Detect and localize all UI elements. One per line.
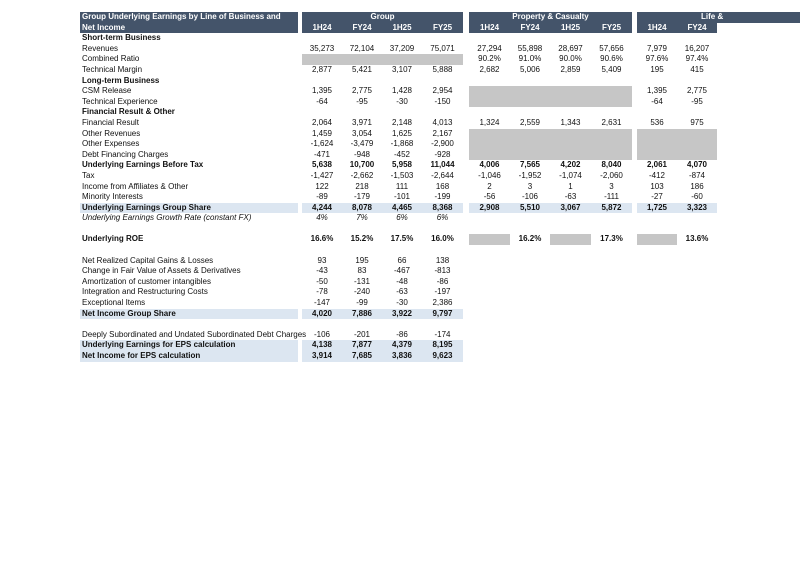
data-cell bbox=[469, 76, 510, 87]
data-cell: -89 bbox=[316, 192, 328, 202]
data-cell: 2,859 bbox=[560, 64, 581, 74]
data-cell: 3,323 bbox=[677, 203, 717, 214]
data-cell: 4,006 bbox=[479, 160, 500, 170]
data-cell: 75,071 bbox=[430, 43, 455, 53]
data-cell bbox=[302, 107, 342, 118]
row-label: Long-term Business bbox=[82, 75, 160, 85]
data-cell: -86 bbox=[396, 329, 408, 339]
data-cell: -201 bbox=[353, 329, 370, 339]
data-cell: 5,958 bbox=[391, 160, 413, 170]
data-cell bbox=[591, 129, 632, 140]
col-header: 1H25 bbox=[550, 23, 591, 34]
data-cell: 9,623 bbox=[422, 351, 463, 362]
row-label: Net Realized Capital Gains & Losses bbox=[82, 255, 214, 265]
data-cell: -95 bbox=[691, 96, 703, 106]
row-label: Net Income for EPS calculation bbox=[80, 351, 298, 362]
data-cell bbox=[591, 150, 632, 161]
data-cell: 4,465 bbox=[382, 203, 422, 214]
data-cell: -63 bbox=[564, 192, 577, 202]
sheet-title-line2: Net Income bbox=[80, 23, 298, 34]
col-header: FY24 bbox=[510, 23, 550, 34]
data-cell: 3 bbox=[527, 181, 533, 191]
data-cell: 16.2% bbox=[518, 234, 542, 244]
data-cell: 17.5% bbox=[390, 234, 414, 244]
data-cell bbox=[510, 76, 550, 87]
data-cell: -2,644 bbox=[431, 170, 454, 180]
data-cell: 2,877 bbox=[311, 64, 333, 74]
row-label: Tax bbox=[82, 170, 95, 180]
data-cell: 4% bbox=[316, 213, 328, 223]
col-header: FY24 bbox=[677, 23, 717, 34]
row-label: Net Income Group Share bbox=[80, 309, 298, 320]
data-cell bbox=[469, 234, 510, 245]
data-cell bbox=[469, 150, 510, 161]
data-cell bbox=[469, 139, 510, 150]
data-cell: 4,138 bbox=[302, 340, 342, 351]
data-cell bbox=[342, 76, 382, 87]
data-cell: -2,900 bbox=[431, 139, 454, 149]
row-label: Amortization of customer intangibles bbox=[82, 276, 211, 286]
data-cell: 4,013 bbox=[432, 117, 453, 127]
data-cell: 8,195 bbox=[422, 340, 463, 351]
data-cell: 90.2% bbox=[478, 54, 501, 64]
data-cell bbox=[637, 213, 677, 224]
data-cell: -106 bbox=[313, 329, 330, 339]
data-cell bbox=[342, 107, 382, 118]
data-cell: -95 bbox=[356, 96, 368, 106]
data-cell: 91.0% bbox=[518, 54, 542, 64]
row-label: Debt Financing Charges bbox=[82, 149, 169, 159]
data-cell bbox=[677, 150, 717, 161]
data-cell: -174 bbox=[434, 329, 451, 339]
data-cell: 15.2% bbox=[350, 234, 374, 244]
data-cell: 93 bbox=[317, 255, 327, 265]
data-cell: -1,503 bbox=[390, 170, 414, 180]
data-cell: 11,044 bbox=[430, 160, 455, 170]
col-header: 1H24 bbox=[637, 23, 677, 34]
data-cell: 2,775 bbox=[686, 86, 708, 96]
data-cell: 4,379 bbox=[382, 340, 422, 351]
data-cell: -30 bbox=[396, 96, 408, 106]
row-label: Technical Margin bbox=[82, 64, 143, 74]
data-cell: -452 bbox=[393, 149, 410, 159]
data-cell: 2,559 bbox=[519, 117, 541, 127]
data-cell: 2,386 bbox=[432, 298, 453, 308]
data-cell: 195 bbox=[650, 64, 664, 74]
data-cell: -101 bbox=[393, 192, 410, 202]
data-cell: 13.6% bbox=[685, 234, 709, 244]
data-cell bbox=[637, 234, 677, 245]
data-cell bbox=[591, 86, 632, 97]
data-cell bbox=[302, 76, 342, 87]
data-cell bbox=[510, 33, 550, 44]
data-cell: 6% bbox=[436, 213, 449, 223]
row-label: Short-term Business bbox=[82, 33, 161, 43]
data-cell: -50 bbox=[316, 276, 328, 286]
data-cell: 1,428 bbox=[391, 86, 413, 96]
group-header-pc: Property & Casualty bbox=[469, 12, 632, 23]
data-cell: -3,479 bbox=[350, 139, 374, 149]
col-header: FY24 bbox=[342, 23, 382, 34]
data-cell: 4,244 bbox=[302, 203, 342, 214]
row-label: Underlying Earnings for EPS calculation bbox=[80, 340, 298, 351]
data-cell: -56 bbox=[483, 192, 496, 202]
data-cell: 5,421 bbox=[351, 64, 373, 74]
data-cell bbox=[591, 139, 632, 150]
data-cell: 218 bbox=[355, 181, 369, 191]
data-cell: 66 bbox=[397, 255, 407, 265]
data-cell: -48 bbox=[396, 276, 408, 286]
row-label: Income from Affiliates & Other bbox=[82, 181, 189, 191]
data-cell bbox=[469, 97, 510, 108]
data-cell bbox=[382, 76, 422, 87]
row-label: Deeply Subordinated and Undated Subordinated Debt Charges bbox=[82, 329, 307, 339]
data-cell: -467 bbox=[393, 266, 410, 276]
data-cell: -2,662 bbox=[350, 170, 374, 180]
data-cell: -1,624 bbox=[310, 139, 334, 149]
data-cell: 1,625 bbox=[391, 128, 413, 138]
data-cell: 55,898 bbox=[517, 43, 543, 53]
data-cell bbox=[510, 139, 550, 150]
data-cell bbox=[422, 54, 463, 65]
data-cell: -1,952 bbox=[518, 170, 542, 180]
data-cell: 72,104 bbox=[349, 43, 375, 53]
data-cell bbox=[550, 213, 591, 224]
data-cell bbox=[550, 150, 591, 161]
data-cell: 7,565 bbox=[519, 160, 541, 170]
data-cell bbox=[591, 97, 632, 108]
data-cell: 5,409 bbox=[601, 64, 622, 74]
row-label: Underlying Earnings Before Tax bbox=[82, 160, 204, 170]
data-cell bbox=[469, 33, 510, 44]
data-cell: 4,020 bbox=[302, 309, 342, 320]
row-label: Minority Interests bbox=[82, 192, 143, 202]
data-cell: 83 bbox=[357, 266, 367, 276]
row-label: Integration and Restructuring Costs bbox=[82, 287, 208, 297]
col-header: 1H25 bbox=[382, 23, 422, 34]
data-cell: -27 bbox=[651, 192, 663, 202]
data-cell bbox=[382, 107, 422, 118]
data-cell bbox=[550, 129, 591, 140]
data-cell bbox=[342, 33, 382, 44]
data-cell bbox=[591, 33, 632, 44]
data-cell: 90.6% bbox=[600, 54, 623, 64]
row-label: Exceptional Items bbox=[82, 298, 146, 308]
data-cell: 138 bbox=[435, 255, 450, 265]
data-cell: -64 bbox=[316, 96, 328, 106]
data-cell bbox=[302, 33, 342, 44]
data-cell bbox=[510, 107, 550, 118]
row-label: CSM Release bbox=[82, 86, 132, 96]
data-cell bbox=[469, 213, 510, 224]
data-cell: 1,725 bbox=[637, 203, 677, 214]
data-cell: 1,343 bbox=[560, 117, 581, 127]
row-label: Change in Fair Value of Assets & Derivatives bbox=[82, 266, 241, 276]
data-cell: 2,631 bbox=[601, 117, 622, 127]
data-cell: -147 bbox=[313, 298, 330, 308]
data-cell: 35,273 bbox=[309, 43, 335, 53]
data-cell: -199 bbox=[434, 192, 451, 202]
data-cell: 8,040 bbox=[601, 160, 622, 170]
data-cell: 536 bbox=[650, 117, 664, 127]
data-cell bbox=[382, 33, 422, 44]
data-cell bbox=[510, 97, 550, 108]
data-cell: -813 bbox=[434, 266, 451, 276]
data-cell: 7,886 bbox=[342, 309, 382, 320]
data-cell bbox=[637, 33, 677, 44]
data-cell bbox=[422, 76, 463, 87]
data-cell: 975 bbox=[690, 117, 704, 127]
data-cell bbox=[677, 129, 717, 140]
data-cell bbox=[677, 33, 717, 44]
data-cell bbox=[510, 150, 550, 161]
data-cell: 9,797 bbox=[422, 309, 463, 320]
data-cell bbox=[510, 86, 550, 97]
data-cell: 186 bbox=[690, 181, 704, 191]
data-cell: 5,006 bbox=[519, 64, 541, 74]
data-cell: 2,775 bbox=[351, 86, 373, 96]
data-cell bbox=[591, 213, 632, 224]
col-header: FY25 bbox=[422, 23, 463, 34]
data-cell: -2,060 bbox=[600, 170, 623, 180]
data-cell bbox=[510, 213, 550, 224]
row-label: Financial Result & Other bbox=[82, 107, 175, 117]
data-cell: -111 bbox=[604, 192, 619, 202]
data-cell: 2,682 bbox=[479, 64, 500, 74]
data-cell: -99 bbox=[356, 298, 368, 308]
data-cell: 3,836 bbox=[382, 351, 422, 362]
data-cell: 3 bbox=[609, 181, 614, 191]
data-cell bbox=[382, 54, 422, 65]
data-cell: 415 bbox=[690, 64, 704, 74]
data-cell bbox=[677, 76, 717, 87]
data-cell bbox=[677, 213, 717, 224]
data-cell bbox=[550, 33, 591, 44]
data-cell bbox=[342, 54, 382, 65]
data-cell: 168 bbox=[435, 181, 450, 191]
data-cell: 97.4% bbox=[685, 54, 709, 64]
row-label: Revenues bbox=[82, 43, 119, 53]
sheet-title-line1: Group Underlying Earnings by Line of Business and bbox=[80, 12, 298, 23]
data-cell: 16,207 bbox=[684, 43, 710, 53]
data-cell: 3,067 bbox=[550, 203, 591, 214]
data-cell: 5,510 bbox=[510, 203, 550, 214]
col-header: FY25 bbox=[591, 23, 632, 34]
data-cell bbox=[469, 129, 510, 140]
data-cell: 2,061 bbox=[646, 160, 668, 170]
data-cell: 195 bbox=[355, 255, 369, 265]
data-cell: 2,148 bbox=[391, 117, 413, 127]
col-header: 1H24 bbox=[302, 23, 342, 34]
data-cell bbox=[302, 54, 342, 65]
data-cell bbox=[550, 107, 591, 118]
data-cell bbox=[469, 107, 510, 118]
data-cell: 111 bbox=[395, 181, 409, 191]
data-cell bbox=[677, 139, 717, 150]
data-cell: -60 bbox=[691, 192, 703, 202]
data-cell: -874 bbox=[688, 170, 705, 180]
row-label: Other Expenses bbox=[82, 139, 140, 149]
data-cell: 7,685 bbox=[342, 351, 382, 362]
data-cell: -1,074 bbox=[559, 170, 582, 180]
row-label: Underlying ROE bbox=[82, 234, 144, 244]
data-cell: 3,107 bbox=[391, 64, 413, 74]
data-cell: -78 bbox=[316, 287, 328, 297]
data-cell bbox=[677, 107, 717, 118]
data-cell: -30 bbox=[396, 298, 408, 308]
data-cell: 17.3% bbox=[600, 234, 623, 244]
data-cell: -179 bbox=[353, 192, 370, 202]
data-cell: 37,209 bbox=[389, 43, 415, 53]
data-cell: 3,054 bbox=[351, 128, 373, 138]
data-cell bbox=[422, 107, 463, 118]
data-cell: 5,888 bbox=[432, 64, 453, 74]
data-cell: 28,697 bbox=[558, 43, 583, 53]
data-cell: 7,979 bbox=[646, 43, 668, 53]
data-cell: 7% bbox=[356, 213, 368, 223]
data-cell bbox=[637, 129, 677, 140]
data-cell bbox=[591, 76, 632, 87]
data-cell bbox=[510, 129, 550, 140]
data-cell bbox=[637, 107, 677, 118]
group-header-life: Life & bbox=[637, 12, 800, 23]
group-header-group: Group bbox=[302, 12, 463, 23]
data-cell bbox=[422, 33, 463, 44]
data-cell: 122 bbox=[315, 181, 329, 191]
data-cell: 1,395 bbox=[646, 86, 668, 96]
data-cell: 8,078 bbox=[342, 203, 382, 214]
data-cell: 5,872 bbox=[591, 203, 632, 214]
data-cell: 1,459 bbox=[311, 128, 333, 138]
data-cell: -412 bbox=[648, 170, 665, 180]
data-cell: -240 bbox=[353, 287, 370, 297]
data-cell: -150 bbox=[434, 96, 451, 106]
data-cell: -131 bbox=[353, 276, 370, 286]
data-cell: 103 bbox=[650, 181, 664, 191]
data-cell: -86 bbox=[436, 276, 449, 286]
data-cell: 4,070 bbox=[686, 160, 708, 170]
data-cell: 27,294 bbox=[477, 43, 502, 53]
data-cell bbox=[637, 150, 677, 161]
row-label: Technical Experience bbox=[82, 96, 158, 106]
data-cell: 3,914 bbox=[302, 351, 342, 362]
data-cell bbox=[637, 139, 677, 150]
data-cell: -1,046 bbox=[478, 170, 501, 180]
data-cell: 7,877 bbox=[342, 340, 382, 351]
data-cell: -471 bbox=[313, 149, 330, 159]
data-cell: 2,908 bbox=[469, 203, 510, 214]
data-cell: 2,064 bbox=[311, 117, 333, 127]
row-label: Financial Result bbox=[82, 117, 139, 127]
data-cell: 8,368 bbox=[422, 203, 463, 214]
data-cell bbox=[550, 234, 591, 245]
data-cell: 3,922 bbox=[382, 309, 422, 320]
data-cell: 90.0% bbox=[559, 54, 582, 64]
col-header: 1H24 bbox=[469, 23, 510, 34]
row-label: Other Revenues bbox=[82, 128, 141, 138]
data-cell: 6% bbox=[396, 213, 408, 223]
data-cell: 1,324 bbox=[479, 117, 500, 127]
row-label: Underlying Earnings Growth Rate (constant FX) bbox=[82, 213, 252, 223]
data-cell bbox=[550, 86, 591, 97]
data-cell: 16.0% bbox=[431, 234, 454, 244]
data-cell: -63 bbox=[396, 287, 408, 297]
data-cell: -106 bbox=[521, 192, 538, 202]
data-cell bbox=[469, 86, 510, 97]
data-cell: 57,656 bbox=[599, 43, 624, 53]
data-cell bbox=[550, 97, 591, 108]
data-cell bbox=[550, 76, 591, 87]
row-label: Underlying Earnings Group Share bbox=[80, 203, 298, 214]
data-cell: 2,167 bbox=[432, 128, 453, 138]
data-cell: 97.6% bbox=[645, 54, 669, 64]
data-cell: 10,700 bbox=[349, 160, 375, 170]
data-cell: -928 bbox=[434, 149, 451, 159]
data-cell: -64 bbox=[651, 96, 663, 106]
data-cell: 5,638 bbox=[311, 160, 333, 170]
data-cell: -1,868 bbox=[390, 139, 414, 149]
data-cell: 4,202 bbox=[560, 160, 581, 170]
data-cell bbox=[591, 107, 632, 118]
data-cell bbox=[550, 139, 591, 150]
data-cell: -197 bbox=[434, 287, 451, 297]
data-cell: 2,954 bbox=[432, 86, 453, 96]
data-cell: 2 bbox=[487, 181, 492, 191]
data-cell: -948 bbox=[353, 149, 370, 159]
data-cell: 3,971 bbox=[351, 117, 373, 127]
data-cell: 1 bbox=[568, 181, 573, 191]
data-cell: 1,395 bbox=[311, 86, 333, 96]
data-cell bbox=[637, 76, 677, 87]
row-label: Combined Ratio bbox=[82, 54, 140, 64]
data-cell: -1,427 bbox=[310, 170, 334, 180]
data-cell: 16.6% bbox=[310, 234, 334, 244]
data-cell: -43 bbox=[316, 266, 328, 276]
